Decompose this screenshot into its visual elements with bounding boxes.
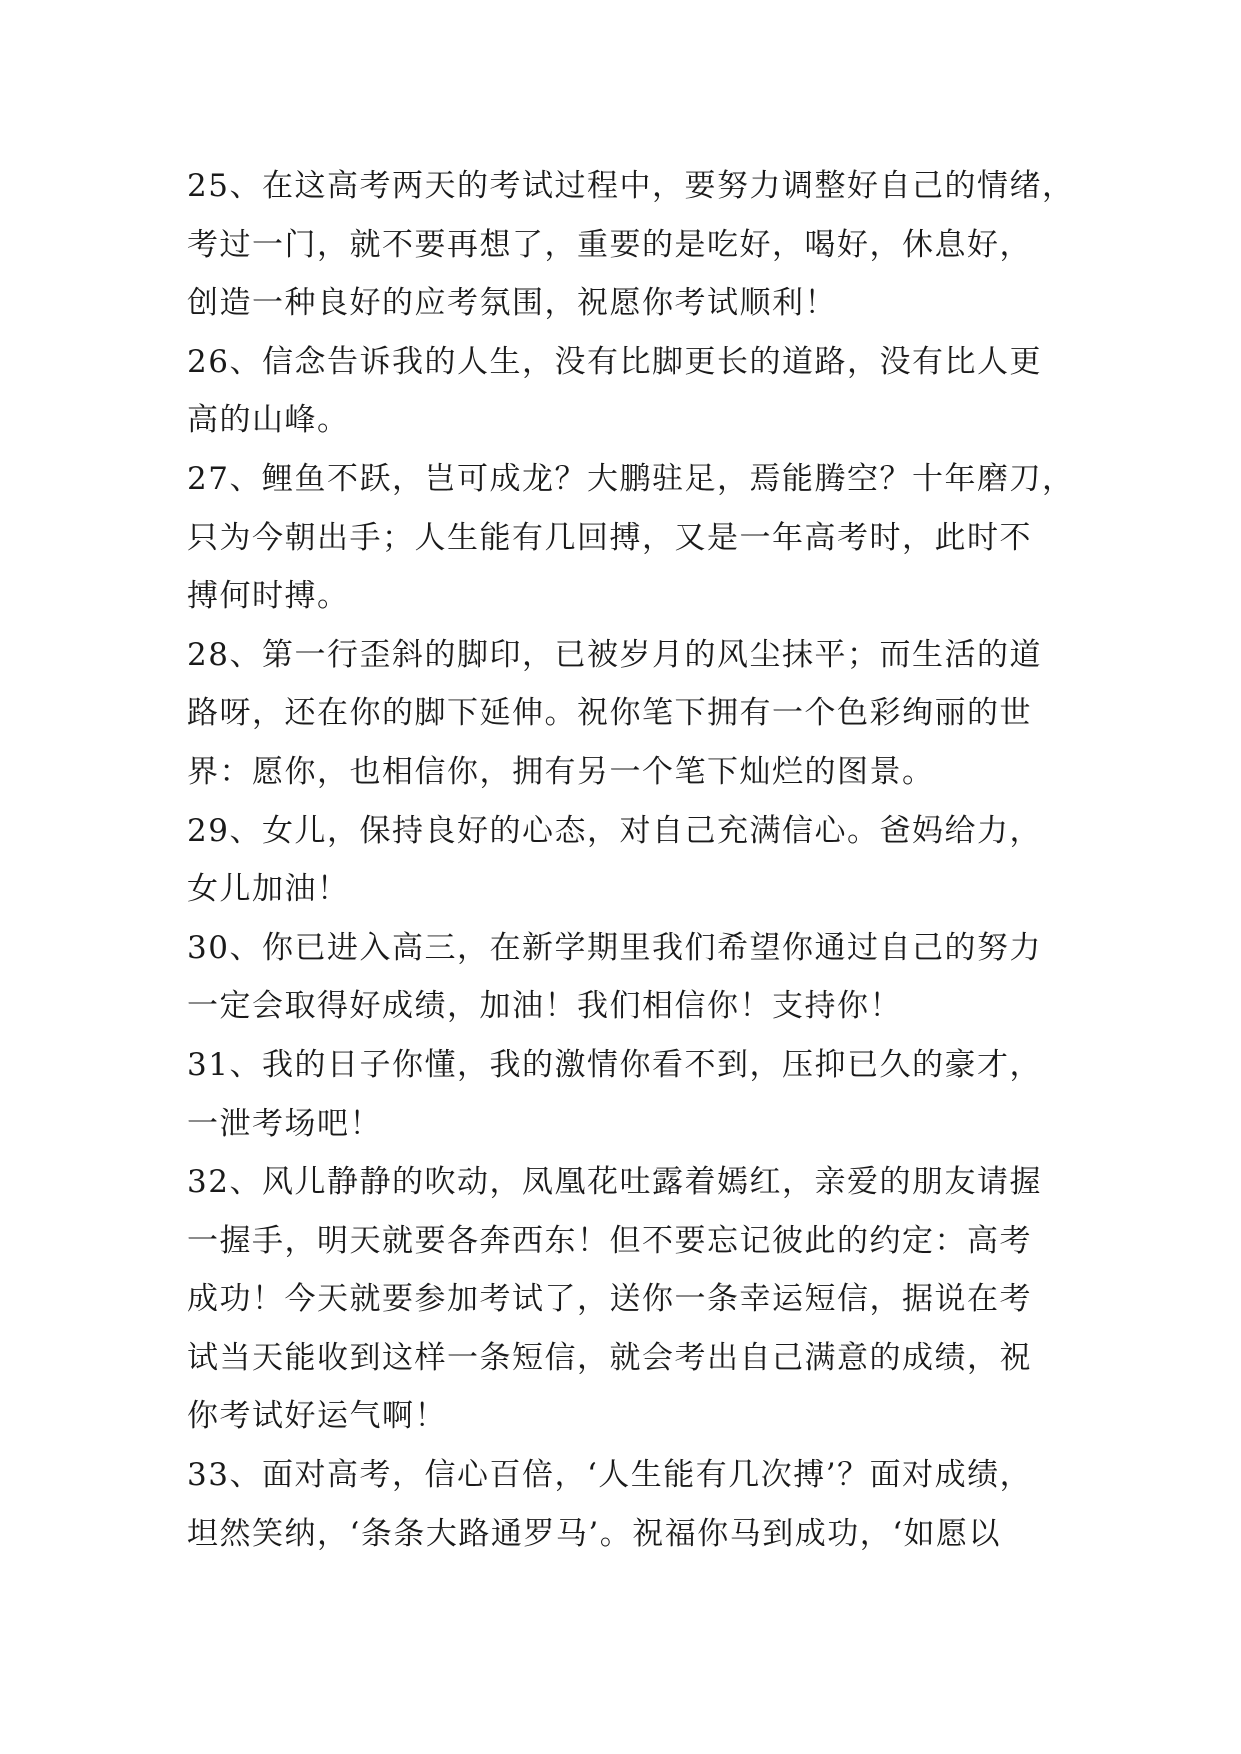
text-line-9: 28、第一行歪斜的脚印，已被岁月的风尘抹平；而生活的道 [187,636,1042,673]
text-line-13: 女儿加油！ [187,871,350,908]
text-line-8: 搏何时搏。 [187,578,350,615]
text-line-23: 33、面对高考，信心百倍，‘人生能有几次搏’？面对成绩， [187,1457,1033,1494]
text-line-21: 试当天能收到这样一条短信，就会考出自己满意的成绩，祝 [187,1339,1032,1376]
text-line-7: 只为今朝出手；人生能有几回搏，又是一年高考时，此时不 [187,519,1032,556]
text-line-14: 30、你已进入高三，在新学期里我们希望你通过自己的努力 [187,929,1042,966]
document-body [187,157,1075,1563]
text-line-12: 29、女儿，保持良好的心态，对自己充满信心。爸妈给力， [187,812,1042,849]
text-line-10: 路呀，还在你的脚下延伸。祝你笔下拥有一个色彩绚丽的世 [187,695,1032,732]
text-line-24: 坦然笑纳，‘条条大路通罗马’。祝福你马到成功，‘如愿以 [187,1515,1002,1552]
text-line-3: 创造一种良好的应考氛围，祝愿你考试顺利！ [187,285,837,322]
text-line-18: 32、风儿静静的吹动，凤凰花吐露着嫣红，亲爱的朋友请握 [187,1164,1042,1201]
text-line-5: 高的山峰。 [187,402,350,439]
text-line-16: 31、我的日子你懂，我的激情你看不到，压抑已久的豪才， [187,1046,1042,1083]
text-line-20: 成功！今天就要参加考试了，送你一条幸运短信，据说在考 [187,1281,1032,1318]
text-line-11: 界：愿你，也相信你，拥有另一个笔下灿烂的图景。 [187,753,935,790]
text-line-1: 25、在这高考两天的考试过程中，要努力调整好自己的情绪， [187,168,1075,204]
text-line-6: 27、鲤鱼不跃，岂可成龙？大鹏驻足，焉能腾空？十年磨刀， [187,460,1075,497]
text-line-19: 一握手，明天就要各奔西东！但不要忘记彼此的约定：高考 [187,1222,1032,1259]
text-line-2: 考过一门，就不要再想了，重要的是吃好，喝好，休息好， [187,226,1032,263]
text-line-4: 26、信念告诉我的人生，没有比脚更长的道路，没有比人更 [187,343,1042,380]
text-line-15: 一定会取得好成绩，加油！我们相信你！支持你！ [187,988,902,1025]
text-line-22: 你考试好运气啊！ [187,1398,447,1435]
text-line-17: 一泄考场吧！ [187,1105,382,1142]
